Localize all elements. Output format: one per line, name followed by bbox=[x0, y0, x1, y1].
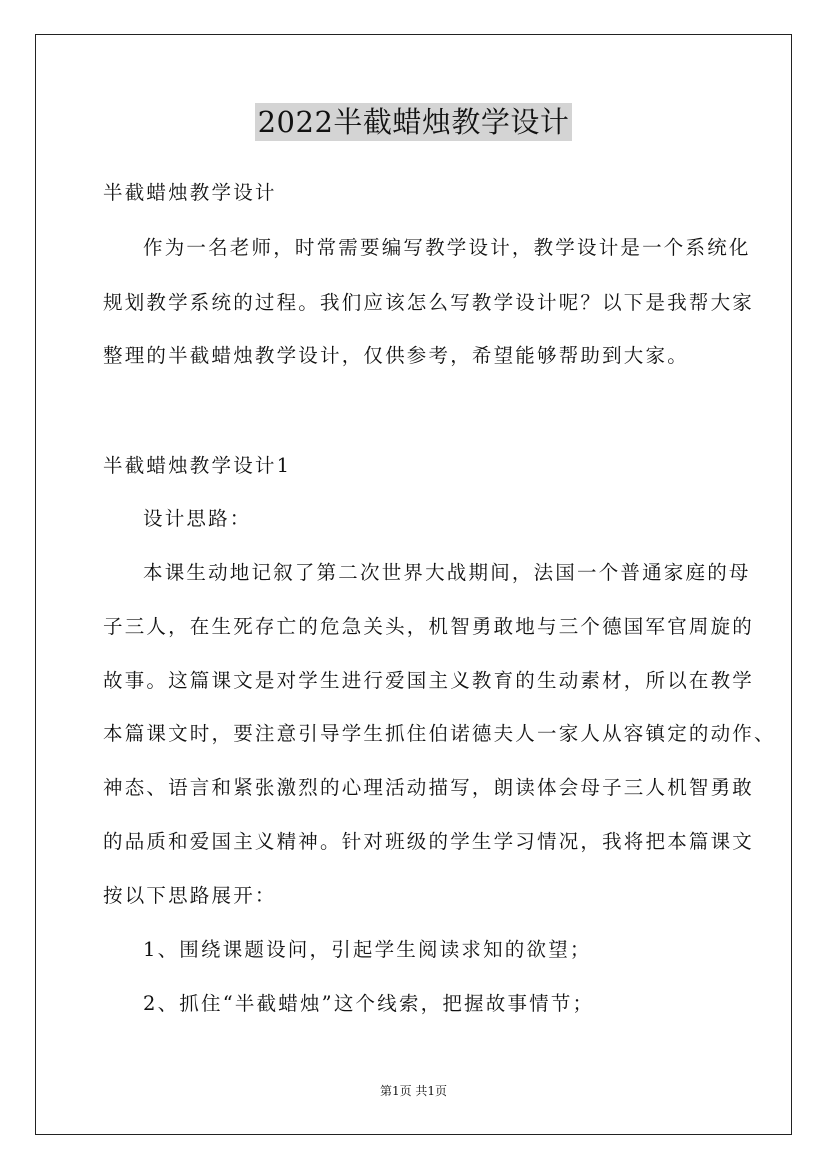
intro-line-1: 作为一名老师，时常需要编写教学设计，教学设计是一个系统化 bbox=[143, 236, 751, 259]
design-label: 设计思路： bbox=[143, 507, 252, 530]
document-subtitle: 半截蜡烛教学设计 bbox=[103, 181, 277, 204]
body-line-3: 故事。这篇课文是对学生进行爱国主义教育的生动素材，所以在教学 bbox=[103, 669, 755, 692]
body-line-7: 按以下思路展开： bbox=[103, 884, 277, 907]
document-title: 2022半截蜡烛教学设计 bbox=[255, 103, 573, 141]
body-line-1: 本课生动地记叙了第二次世界大战期间，法国一个普通家庭的母 bbox=[143, 561, 751, 584]
list-item-2: 2、抓住“半截蜡烛”这个线索，把握故事情节； bbox=[143, 992, 595, 1015]
intro-line-3: 整理的半截蜡烛教学设计，仅供参考，希望能够帮助到大家。 bbox=[103, 344, 689, 367]
page-footer: 第1页 共1页 bbox=[379, 1084, 448, 1098]
body-line-2: 子三人，在生死存亡的危急关头，机智勇敢地与三个德国军官周旋的 bbox=[103, 615, 755, 638]
body-line-6: 的品质和爱国主义精神。针对班级的学生学习情况，我将把本篇课文 bbox=[103, 830, 755, 853]
list-item-1: 1、围绕课题设问，引起学生阅读求知的欲望； bbox=[143, 938, 592, 961]
intro-line-2: 规划教学系统的过程。我们应该怎么写教学设计呢？以下是我帮大家 bbox=[103, 291, 755, 314]
body-line-5: 神态、语言和紧张激烈的心理活动描写，朗读体会母子三人机智勇敢 bbox=[103, 776, 755, 799]
section-heading: 半截蜡烛教学设计1 bbox=[103, 454, 292, 477]
title-wrap bbox=[0, 103, 827, 141]
body-line-4: 本篇课文时，要注意引导学生抓住伯诺德夫人一家人从容镇定的动作、 bbox=[103, 722, 776, 745]
